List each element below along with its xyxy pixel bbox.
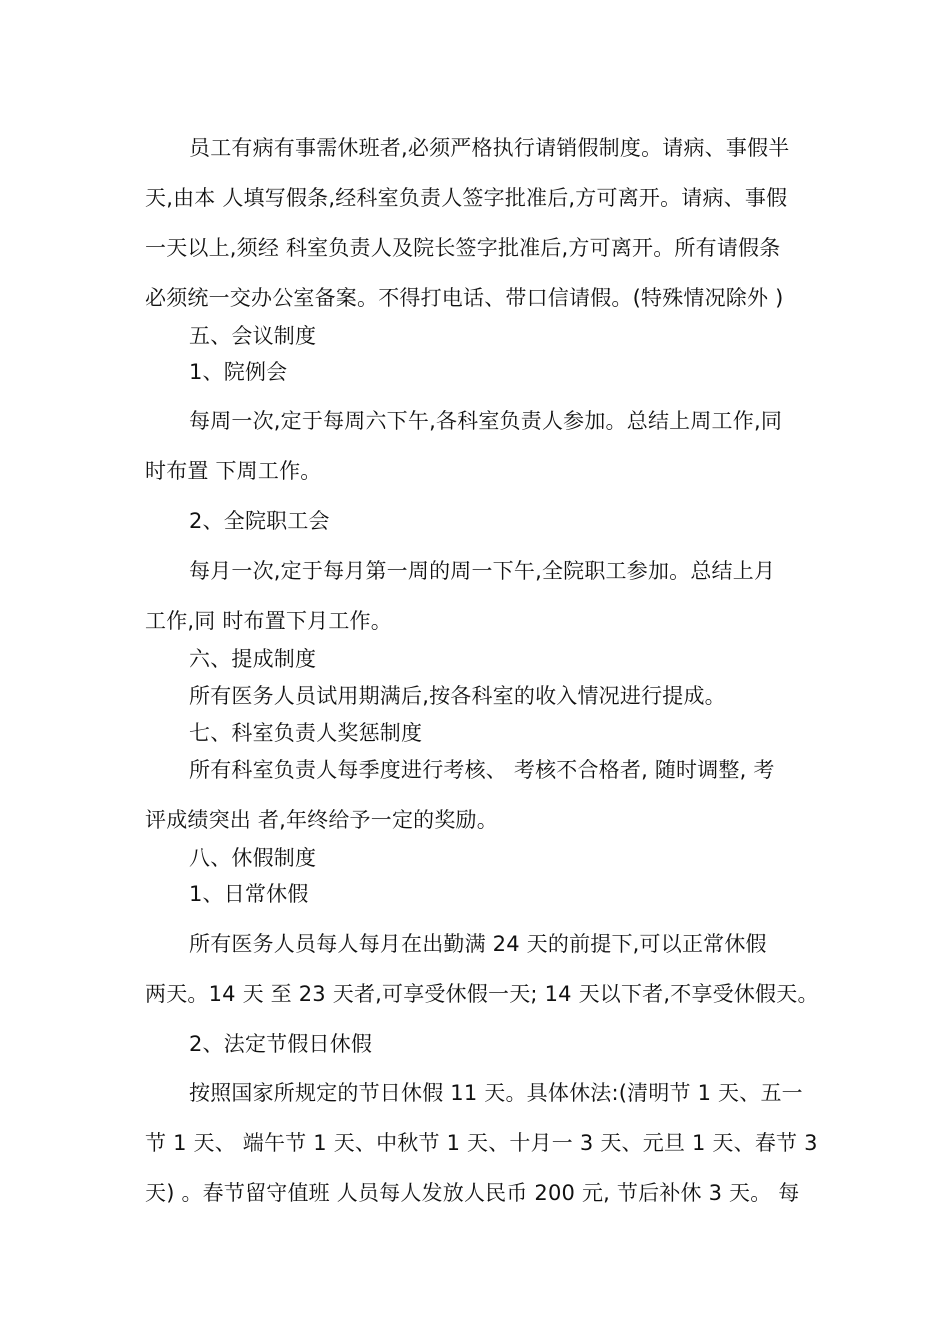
section-heading: 六、提成制度 [189,647,317,671]
paragraph-line: 按照国家所规定的节日休假 11 天。具体休法:(清明节 1 天、五一 [189,1081,803,1105]
paragraph-line: 所有医务人员试用期满后,按各科室的收入情况进行提成。 [189,684,726,708]
paragraph-line: 员工有病有事需休班者,必须严格执行请销假制度。请病、事假半 [189,136,790,160]
paragraph-line: 天,由本 人填写假条,经科室负责人签字批准后,方可离开。请病、事假 [145,186,788,210]
paragraph-line: 工作,同 时布置下月工作。 [145,609,392,633]
subsection-heading: 1、院例会 [189,360,288,384]
paragraph-line: 必须统一交办公室备案。不得打电话、带口信请假。(特殊情况除外 ) [145,286,784,310]
paragraph-line: 天) 。春节留守值班 人员每人发放人民币 200 元, 节后补休 3 天。 每 [145,1181,800,1205]
subsection-heading: 2、全院职工会 [189,509,330,533]
subsection-heading: 2、法定节假日休假 [189,1032,373,1056]
paragraph-line: 两天。14 天 至 23 天者,可享受休假一天; 14 天以下者,不享受休假天。 [145,982,819,1006]
paragraph-line: 一天以上,须经 科室负责人及院长签字批准后,方可离开。所有请假条 [145,236,781,260]
paragraph-line: 所有医务人员每人每月在出勤满 24 天的前提下,可以正常休假 [189,932,767,956]
paragraph-line: 评成绩突出 者,年终给予一定的奖励。 [145,808,498,832]
paragraph-line: 时布置 下周工作。 [145,459,322,483]
section-heading: 五、会议制度 [189,324,317,348]
subsection-heading: 1、日常休假 [189,882,309,906]
paragraph-line: 每月一次,定于每月第一周的周一下午,全院职工参加。总结上月 [189,559,776,583]
section-heading: 八、休假制度 [189,846,317,870]
section-heading: 七、科室负责人奖惩制度 [189,721,423,745]
paragraph-line: 每周一次,定于每周六下午,各科室负责人参加。总结上周工作,同 [189,409,783,433]
paragraph-line: 节 1 天、 端午节 1 天、中秋节 1 天、十月一 3 天、元旦 1 天、春节 3 [145,1131,818,1155]
paragraph-line: 所有科室负责人每季度进行考核、 考核不合格者, 随时调整, 考 [189,758,775,782]
